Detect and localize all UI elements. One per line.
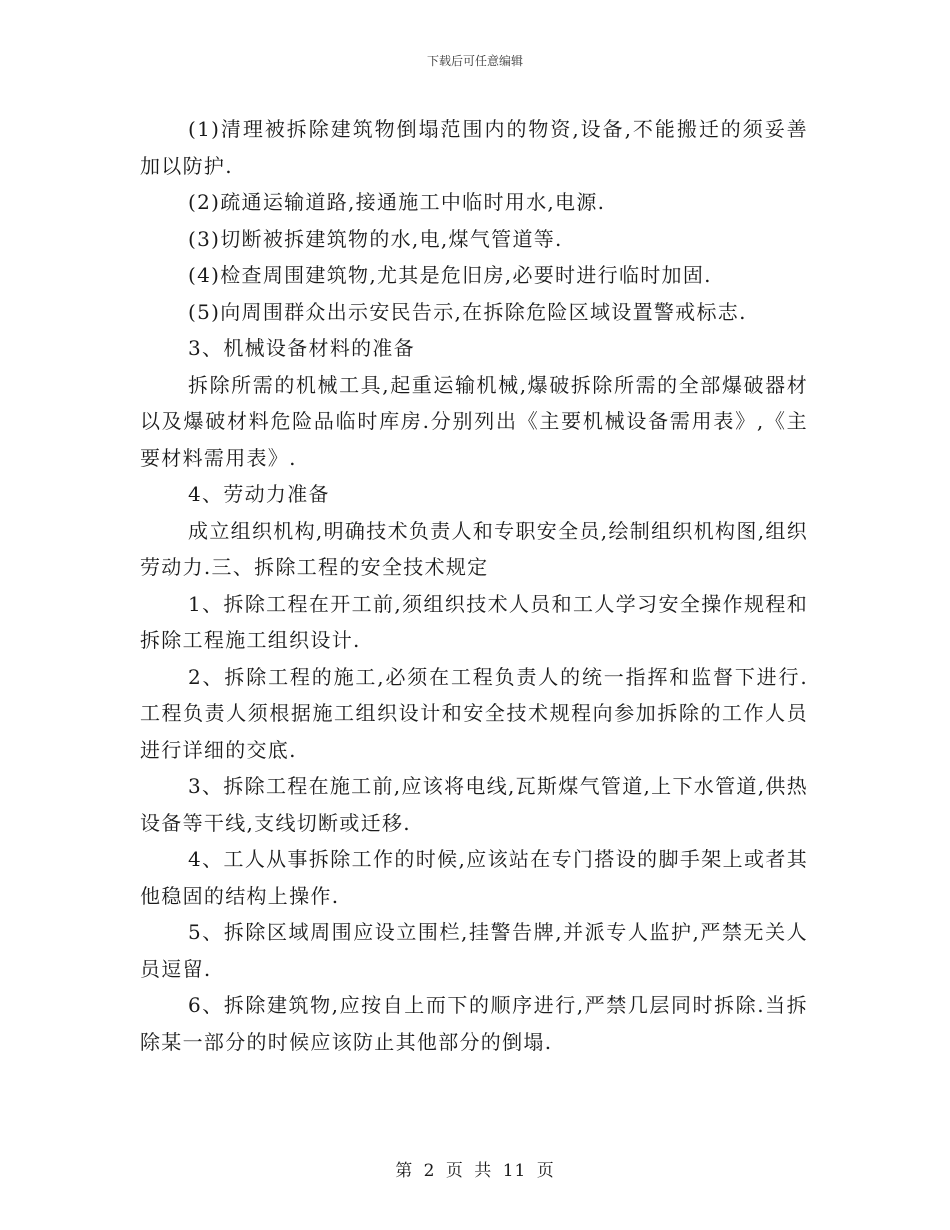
paragraph: 拆除所需的机械工具,起重运输机械,爆破拆除所需的全部爆破器材以及爆破材料危险品临时库房.分别列出《主要机械设备需用表》,《主要材料需用表》.: [140, 372, 808, 470]
footer-suffix: 页: [536, 1161, 555, 1181]
paragraph: (3)切断被拆建筑物的水,电,煤气管道等.: [188, 226, 563, 251]
current-page-number: 2: [423, 1161, 436, 1181]
paragraph: 2、拆除工程的施工,必须在工程负责人的统一指挥和监督下进行.工程负责人须根据施工组织设计和安全技术规程向参加拆除的工作人员进行详细的交底.: [140, 664, 808, 762]
footer-total-word: 共: [474, 1161, 493, 1181]
paragraph: (4)检查周围建筑物,尤其是危旧房,必要时进行临时加固.: [188, 263, 712, 287]
section-heading: 4、劳动力准备: [188, 482, 330, 506]
paragraph: (1)清理被拆除建筑物倒塌范围内的物资,设备,不能搬迁的须妥善加以防护.: [140, 117, 808, 178]
paragraph: 4、工人从事拆除工作的时候,应该站在专门搭设的脚手架上或者其他稳固的结构上操作.: [140, 847, 808, 908]
paragraph: 1、拆除工程在开工前,须组织技术人员和工人学习安全操作规程和拆除工程施工组织设计.: [140, 591, 808, 652]
paragraph: 3、拆除工程在施工前,应该将电线,瓦斯煤气管道,上下水管道,供热设备等干线,支线切断或迁移.: [140, 774, 808, 835]
section-heading: 3、机械设备材料的准备: [188, 336, 416, 360]
paragraph: (5)向周围群众出示安民告示,在拆除危险区域设置警戒标志.: [188, 299, 747, 324]
page-header: 下载后可任意编辑: [426, 54, 523, 68]
paragraph: 6、拆除建筑物,应按自上而下的顺序进行,严禁几层同时拆除.当拆除某一部分的时候应该防止其他部分的倒塌.: [140, 993, 808, 1054]
total-pages-number: 11: [502, 1161, 527, 1181]
paragraph: (2)疏通运输道路,接通施工中临时用水,电源.: [188, 190, 606, 214]
footer-prefix: 第: [395, 1161, 414, 1181]
paragraph: 5、拆除区域周围应设立围栏,挂警告牌,并派专人监护,严禁无关人员逗留.: [140, 920, 808, 981]
footer-page-word: 页: [445, 1161, 464, 1181]
document-body: [140, 111, 808, 1060]
page-footer: [0, 1156, 950, 1181]
paragraph: 成立组织机构,明确技术负责人和专职安全员,绘制组织机构图,组织劳动力.三、拆除工程的安全技术规定: [140, 518, 808, 579]
